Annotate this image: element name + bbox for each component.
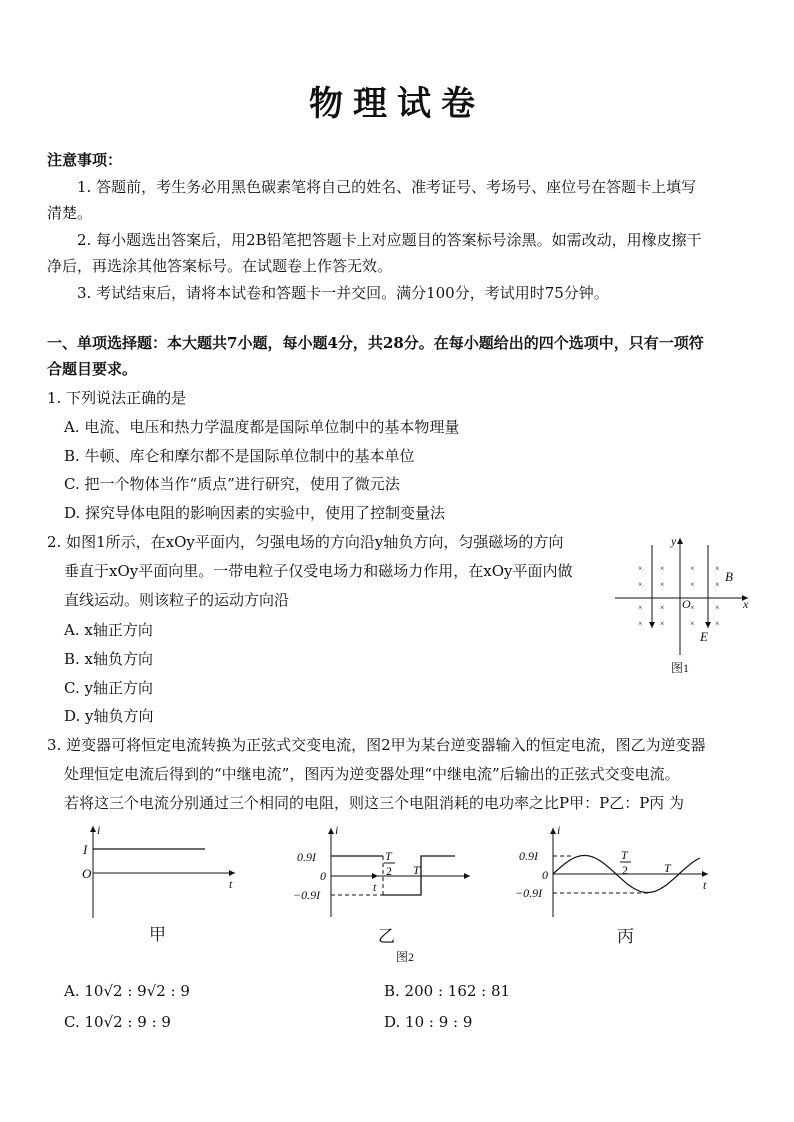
note-2-cont: 净后，再选涂其他答案标号。在试题卷上作答无效。 bbox=[47, 257, 393, 275]
note-2: 2. 每小题选出答案后，用2B铅笔把答题卡上对应题目的答案标号涂黑。如需改动，用橡皮擦干 bbox=[77, 231, 702, 249]
cross-mark: × bbox=[638, 603, 643, 612]
yi-t-label: t bbox=[373, 880, 377, 894]
yi-pos-label: 0.9I bbox=[297, 850, 316, 864]
q2-stem-3: 直线运动。则该粒子的运动方向沿 bbox=[64, 591, 290, 609]
fig2-caption: 图2 bbox=[396, 950, 415, 964]
q1-stem: 1. 下列说法正确的是 bbox=[47, 389, 187, 407]
fig1-b-label: B bbox=[725, 569, 733, 584]
bing-T-label: T bbox=[664, 861, 671, 875]
yi-label: 乙 bbox=[378, 927, 395, 946]
yi-half-T-den: 2 bbox=[386, 864, 392, 878]
notes-heading: 注意事项： bbox=[47, 151, 123, 169]
q1-option-a: A. 电流、电压和热力学温度都是国际单位制中的基本物理量 bbox=[64, 418, 460, 436]
q3-option-d: D. 10 : 9 : 9 bbox=[384, 1013, 473, 1031]
q3-option-b: B. 200 : 162 : 81 bbox=[384, 982, 511, 1000]
cross-mark: × bbox=[715, 619, 720, 628]
cross-mark: × bbox=[660, 603, 665, 612]
q3-stem-3: 若将这三个电流分别通过三个相同的电阻，则这三个电阻消耗的电功率之比P甲：P乙：P丙 为 bbox=[64, 794, 685, 812]
yi-i-label: i bbox=[335, 823, 339, 837]
cross-mark: × bbox=[690, 580, 695, 589]
cross-mark: × bbox=[638, 564, 643, 573]
q2-option-d: D. y轴负方向 bbox=[64, 707, 154, 725]
bing-neg-label: −0.9I bbox=[515, 886, 543, 900]
q2-stem: 2. 如图1所示，在xOy平面内，匀强电场的方向沿y轴负方向，匀强磁场的方向 bbox=[47, 533, 564, 551]
cross-mark: × bbox=[638, 619, 643, 628]
yi-T-label: T bbox=[413, 863, 420, 877]
q3-option-a: A. 10√2 : 9√2 : 9 bbox=[64, 982, 190, 1000]
cross-mark: × bbox=[638, 580, 643, 589]
jia-t-label: t bbox=[229, 877, 233, 891]
q2-option-c: C. y轴正方向 bbox=[64, 679, 153, 697]
cross-mark: × bbox=[660, 619, 665, 628]
q1-option-b: B. 牛顿、库仑和摩尔都不是国际单位制中的基本单位 bbox=[64, 447, 415, 465]
figure-2-yi bbox=[331, 828, 470, 917]
q1-option-c: C. 把一个物体当作“质点”进行研究，使用了微元法 bbox=[64, 475, 400, 493]
figure-2-bing bbox=[553, 828, 708, 917]
bing-t-label: t bbox=[703, 878, 707, 892]
note-3: 3. 考试结束后，请将本试卷和答题卡一并交回。满分100分，考试用时75分钟。 bbox=[77, 284, 609, 302]
q3-stem: 3. 逆变器可将恒定电流转换为正弦式交变电流，图2甲为某台逆变器输入的恒定电流，图乙为逆变器 bbox=[47, 736, 706, 754]
q3-option-c: C. 10√2 : 9 : 9 bbox=[64, 1013, 171, 1031]
magnetic-field-crosses bbox=[638, 564, 720, 628]
q3-stem-2: 处理恒定电流后得到的“中继电流”，图丙为逆变器处理“中继电流”后输出的正弦式交变电流。 bbox=[64, 765, 680, 783]
bing-pos-label: 0.9I bbox=[519, 849, 538, 863]
cross-mark: × bbox=[660, 580, 665, 589]
cross-mark: × bbox=[690, 619, 695, 628]
jia-O-label: O bbox=[82, 866, 92, 881]
section-heading: 一、单项选择题：本大题共7小题，每小题4分，共28分。在每小题给出的四个选项中，只有一项符 bbox=[47, 334, 704, 352]
cross-mark: × bbox=[660, 564, 665, 573]
bing-i-label: i bbox=[557, 823, 561, 837]
bing-half-T-den: 2 bbox=[622, 863, 628, 877]
figure-2-jia bbox=[93, 826, 235, 918]
jia-label: 甲 bbox=[149, 925, 166, 944]
note-1: 1. 答题前，考生务必用黑色碳素笔将自己的姓名、准考证号、考场号、座位号在答题卡上填写 bbox=[77, 178, 697, 196]
jia-I-label: I bbox=[83, 842, 88, 857]
jia-i-label: i bbox=[97, 823, 101, 837]
fig1-e-label: E bbox=[700, 629, 708, 644]
fig1-caption: 图1 bbox=[671, 661, 690, 675]
cross-mark: × bbox=[715, 580, 720, 589]
yi-zero-label: 0 bbox=[320, 869, 326, 883]
bing-half-T-num: T bbox=[621, 848, 628, 862]
q2-option-b: B. x轴负方向 bbox=[64, 650, 154, 668]
bing-zero-label: 0 bbox=[542, 868, 548, 882]
bing-label: 丙 bbox=[617, 927, 634, 946]
yi-neg-label: −0.9I bbox=[293, 888, 321, 902]
fig1-y-label: y bbox=[671, 534, 677, 548]
fig1-origin-label: O bbox=[682, 597, 691, 611]
note-1-cont: 清楚。 bbox=[47, 204, 93, 222]
cross-mark: × bbox=[715, 603, 720, 612]
q2-option-a: A. x轴正方向 bbox=[64, 621, 153, 639]
fig1-x-label: x bbox=[743, 597, 749, 611]
cross-mark: × bbox=[690, 603, 695, 612]
page-title: 物理试卷 bbox=[309, 84, 485, 124]
q1-option-d: D. 探究导体电阻的影响因素的实验中，使用了控制变量法 bbox=[64, 504, 446, 522]
yi-half-T-num: T bbox=[385, 849, 392, 863]
q2-stem-2: 垂直于xOy平面向里。一带电粒子仅受电场力和磁场力作用，在xOy平面内做 bbox=[64, 562, 573, 580]
cross-mark: × bbox=[690, 564, 695, 573]
cross-mark: × bbox=[715, 564, 720, 573]
section-heading-cont: 合题目要求。 bbox=[47, 360, 138, 378]
